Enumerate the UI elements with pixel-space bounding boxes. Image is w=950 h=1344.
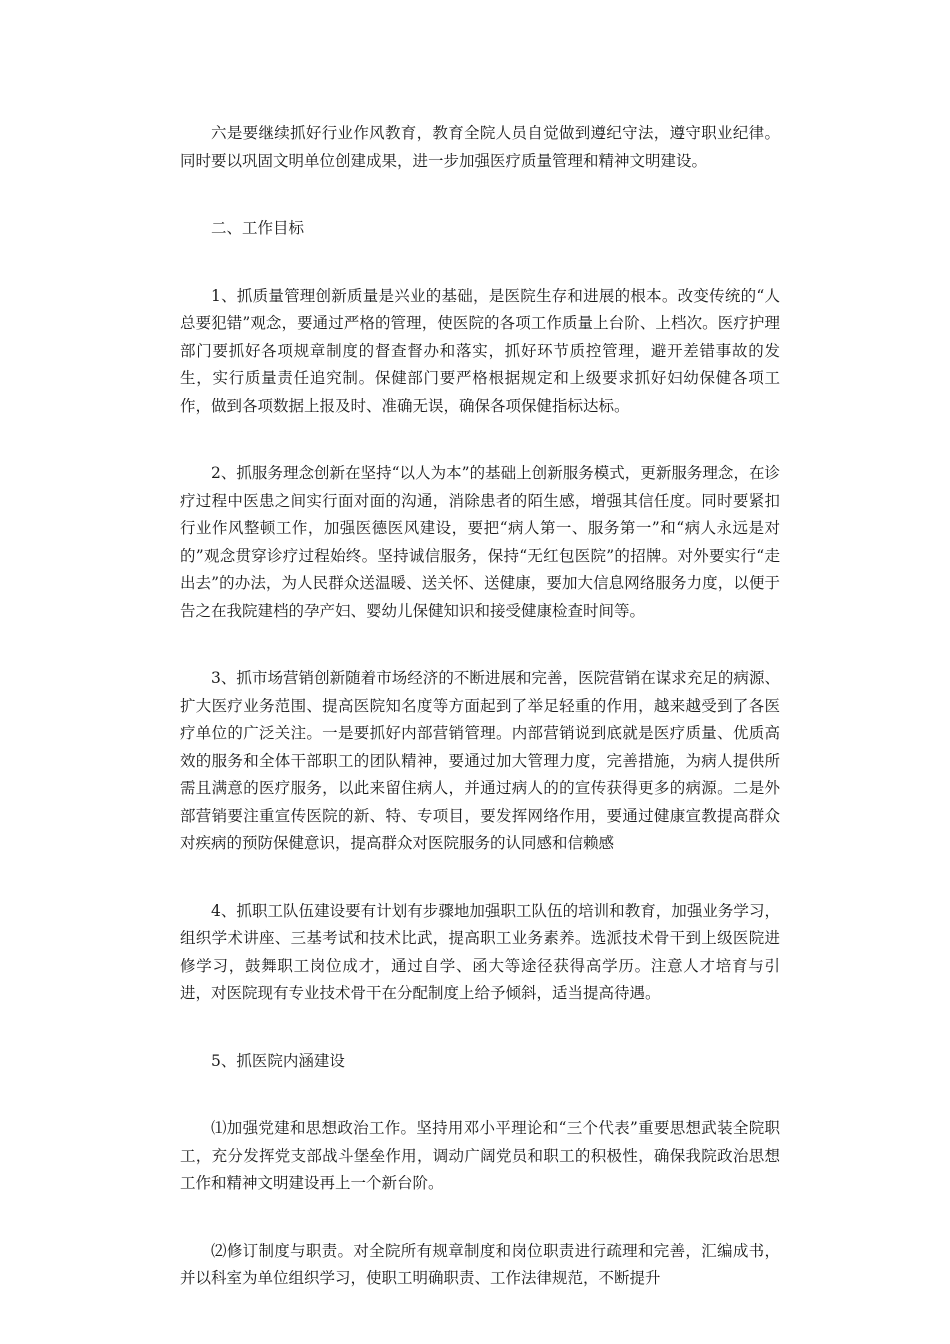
paragraph-market-marketing: 3、抓市场营销创新随着市场经济的不断进展和完善，医院营销在谋求充足的病源、扩大医疗业务范围、提高医院知名度等方面起到了举足轻重的作用，越来越受到了各医疗单位的广泛关注。一是要抓好内部营销管理。内部营销说到底就是医疗质量、优质高效的服务和全体干部职工的团队精神，要通过加大管理力度，完善措施，为病人提供所需且满意的医疗服务，以此来留住病人，并通过病人的的宣传获得更多的病源。二是外部营销要注重宣传医院的新、特、专项目，要发挥网络作用，要通过健康宣教提高群众对疾病的预防保健意识，提高群众对医院服务的认同感和信赖感	[180, 669, 780, 852]
paragraph-rules-duties: ⑵修订制度与职责。对全院所有规章制度和岗位职责进行疏理和完善，汇编成书，并以科室为单位组织学习，使职工明确职责、工作法律规范，不断提升	[180, 1241, 780, 1287]
paragraph-service-concept: 2、抓服务理念创新在坚持“以人为本”的基础上创新服务模式，更新服务理念，在诊疗过程中医患之间实行面对面的沟通，消除患者的陌生感，增强其信任度。同时要紧扣行业作风整顿工作，加强医德医风建设，要把“病人第一、服务第一”和“病人永远是对的”观念贯穿诊疗过程始终。坚持诚信服务，保持“无红包医院”的招牌。对外要实行“走出去”的办法，为人民群众送温暖、送关怀、送健康，要加大信息网络服务力度，以便于告之在我院建档的孕产妇、婴幼儿保健知识和接受健康检查时间等。	[180, 464, 780, 620]
section-heading-work-goals: 二、工作目标	[211, 219, 305, 237]
paragraph-item-6-conduct: 六是要继续抓好行业作风教育，教育全院人员自觉做到遵纪守法，遵守职业纪律。同时要以巩固文明单位创建成果，进一步加强医疗质量管理和精神文明建设。	[180, 124, 780, 170]
document-body	[180, 120, 780, 1333]
paragraph-staff-team: 4、抓职工队伍建设要有计划有步骤地加强职工队伍的培训和教育，加强业务学习，组织学术讲座、三基考试和技术比武，提高职工业务素养。选派技术骨干到上级医院进修学习，鼓舞职工岗位成才，通过自学、函大等途径获得高学历。注意人才培育与引进，对医院现有专业技术骨干在分配制度上给予倾斜，适当提高待遇。	[180, 901, 780, 1002]
section-heading-hospital-connotation: 5、抓医院内涵建设	[211, 1051, 345, 1070]
paragraph-party-building: ⑴加强党建和思想政治工作。坚持用邓小平理论和“三个代表”重要思想武装全院职工，充分发挥党支部战斗堡垒作用，调动广阔党员和职工的积极性，确保我院政治思想工作和精神文明建设再上一个新台阶。	[180, 1119, 780, 1192]
paragraph-quality-management: 1、抓质量管理创新质量是兴业的基础，是医院生存和进展的根本。改变传统的“人总要犯错”观念，要通过严格的管理，使医院的各项工作质量上台阶、上档次。医疗护理部门要抓好各项规章制度的督查督办和落实，抓好环节质控管理，避开差错事故的发生，实行质量责任追究制。保健部门要严格根据规定和上级要求抓好妇幼保健各项工作，做到各项数据上报及时、准确无误，确保各项保健指标达标。	[180, 286, 780, 415]
